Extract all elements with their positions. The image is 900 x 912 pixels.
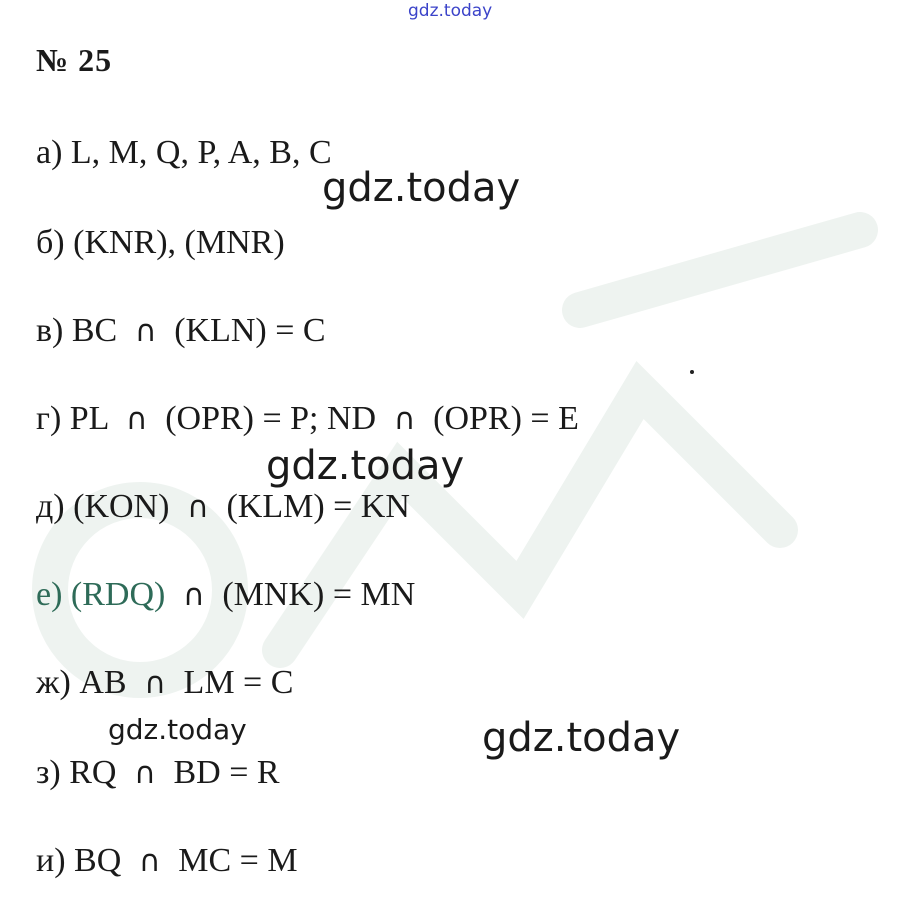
stray-dot <box>690 370 694 374</box>
answer-g-part-1: г) PL <box>36 400 109 437</box>
intersection-icon: ∩ <box>144 666 167 701</box>
answer-i <box>36 844 298 878</box>
intersection-icon: ∩ <box>134 756 156 791</box>
answer-zh <box>36 666 293 700</box>
answer-z-part-2: BD = R <box>173 754 280 791</box>
answer-d <box>36 490 410 524</box>
watermark-1: gdz.today <box>322 165 521 211</box>
intersection-icon: ∩ <box>186 490 209 525</box>
answer-g-part-3: (OPR) = E <box>433 400 579 437</box>
answer-e-part-1: е) (RDQ) <box>36 576 166 613</box>
answer-v-part-1: в) BC <box>36 312 118 349</box>
answer-b <box>36 226 285 260</box>
problem-number: № 25 <box>36 42 113 78</box>
watermark-3: gdz.today <box>108 713 247 746</box>
answer-b-text: б) (KNR), (MNR) <box>36 224 285 261</box>
answer-z-part-1: з) RQ <box>36 754 117 791</box>
answer-v-part-2: (KLN) = C <box>174 312 326 349</box>
intersection-icon: ∩ <box>182 578 205 613</box>
watermark-4: gdz.today <box>482 715 681 761</box>
watermark-top: gdz.today <box>408 1 493 21</box>
watermark-2: gdz.today <box>266 443 465 489</box>
answer-e-part-2: (MNK) = MN <box>222 576 416 613</box>
answer-i-part-2: MC = M <box>178 842 298 879</box>
intersection-icon: ∩ <box>138 844 161 879</box>
intersection-icon: ∩ <box>125 402 148 437</box>
intersection-icon: ∩ <box>134 314 157 349</box>
answer-d-part-1: д) (KON) <box>36 488 170 525</box>
answer-g-part-2: (OPR) = P; ND <box>165 400 377 437</box>
answer-z <box>36 756 280 790</box>
answer-e <box>36 578 415 612</box>
intersection-icon: ∩ <box>393 402 416 437</box>
answer-v <box>36 314 326 348</box>
answer-i-part-1: и) BQ <box>36 842 122 879</box>
answer-zh-part-2: LM = C <box>183 664 294 701</box>
answer-a-text: а) L, M, Q, P, A, B, C <box>36 134 332 171</box>
answer-d-part-2: (KLM) = KN <box>226 488 410 525</box>
answer-zh-part-1: ж) AB <box>36 664 127 701</box>
answer-a <box>36 136 332 170</box>
answer-g <box>36 402 579 436</box>
